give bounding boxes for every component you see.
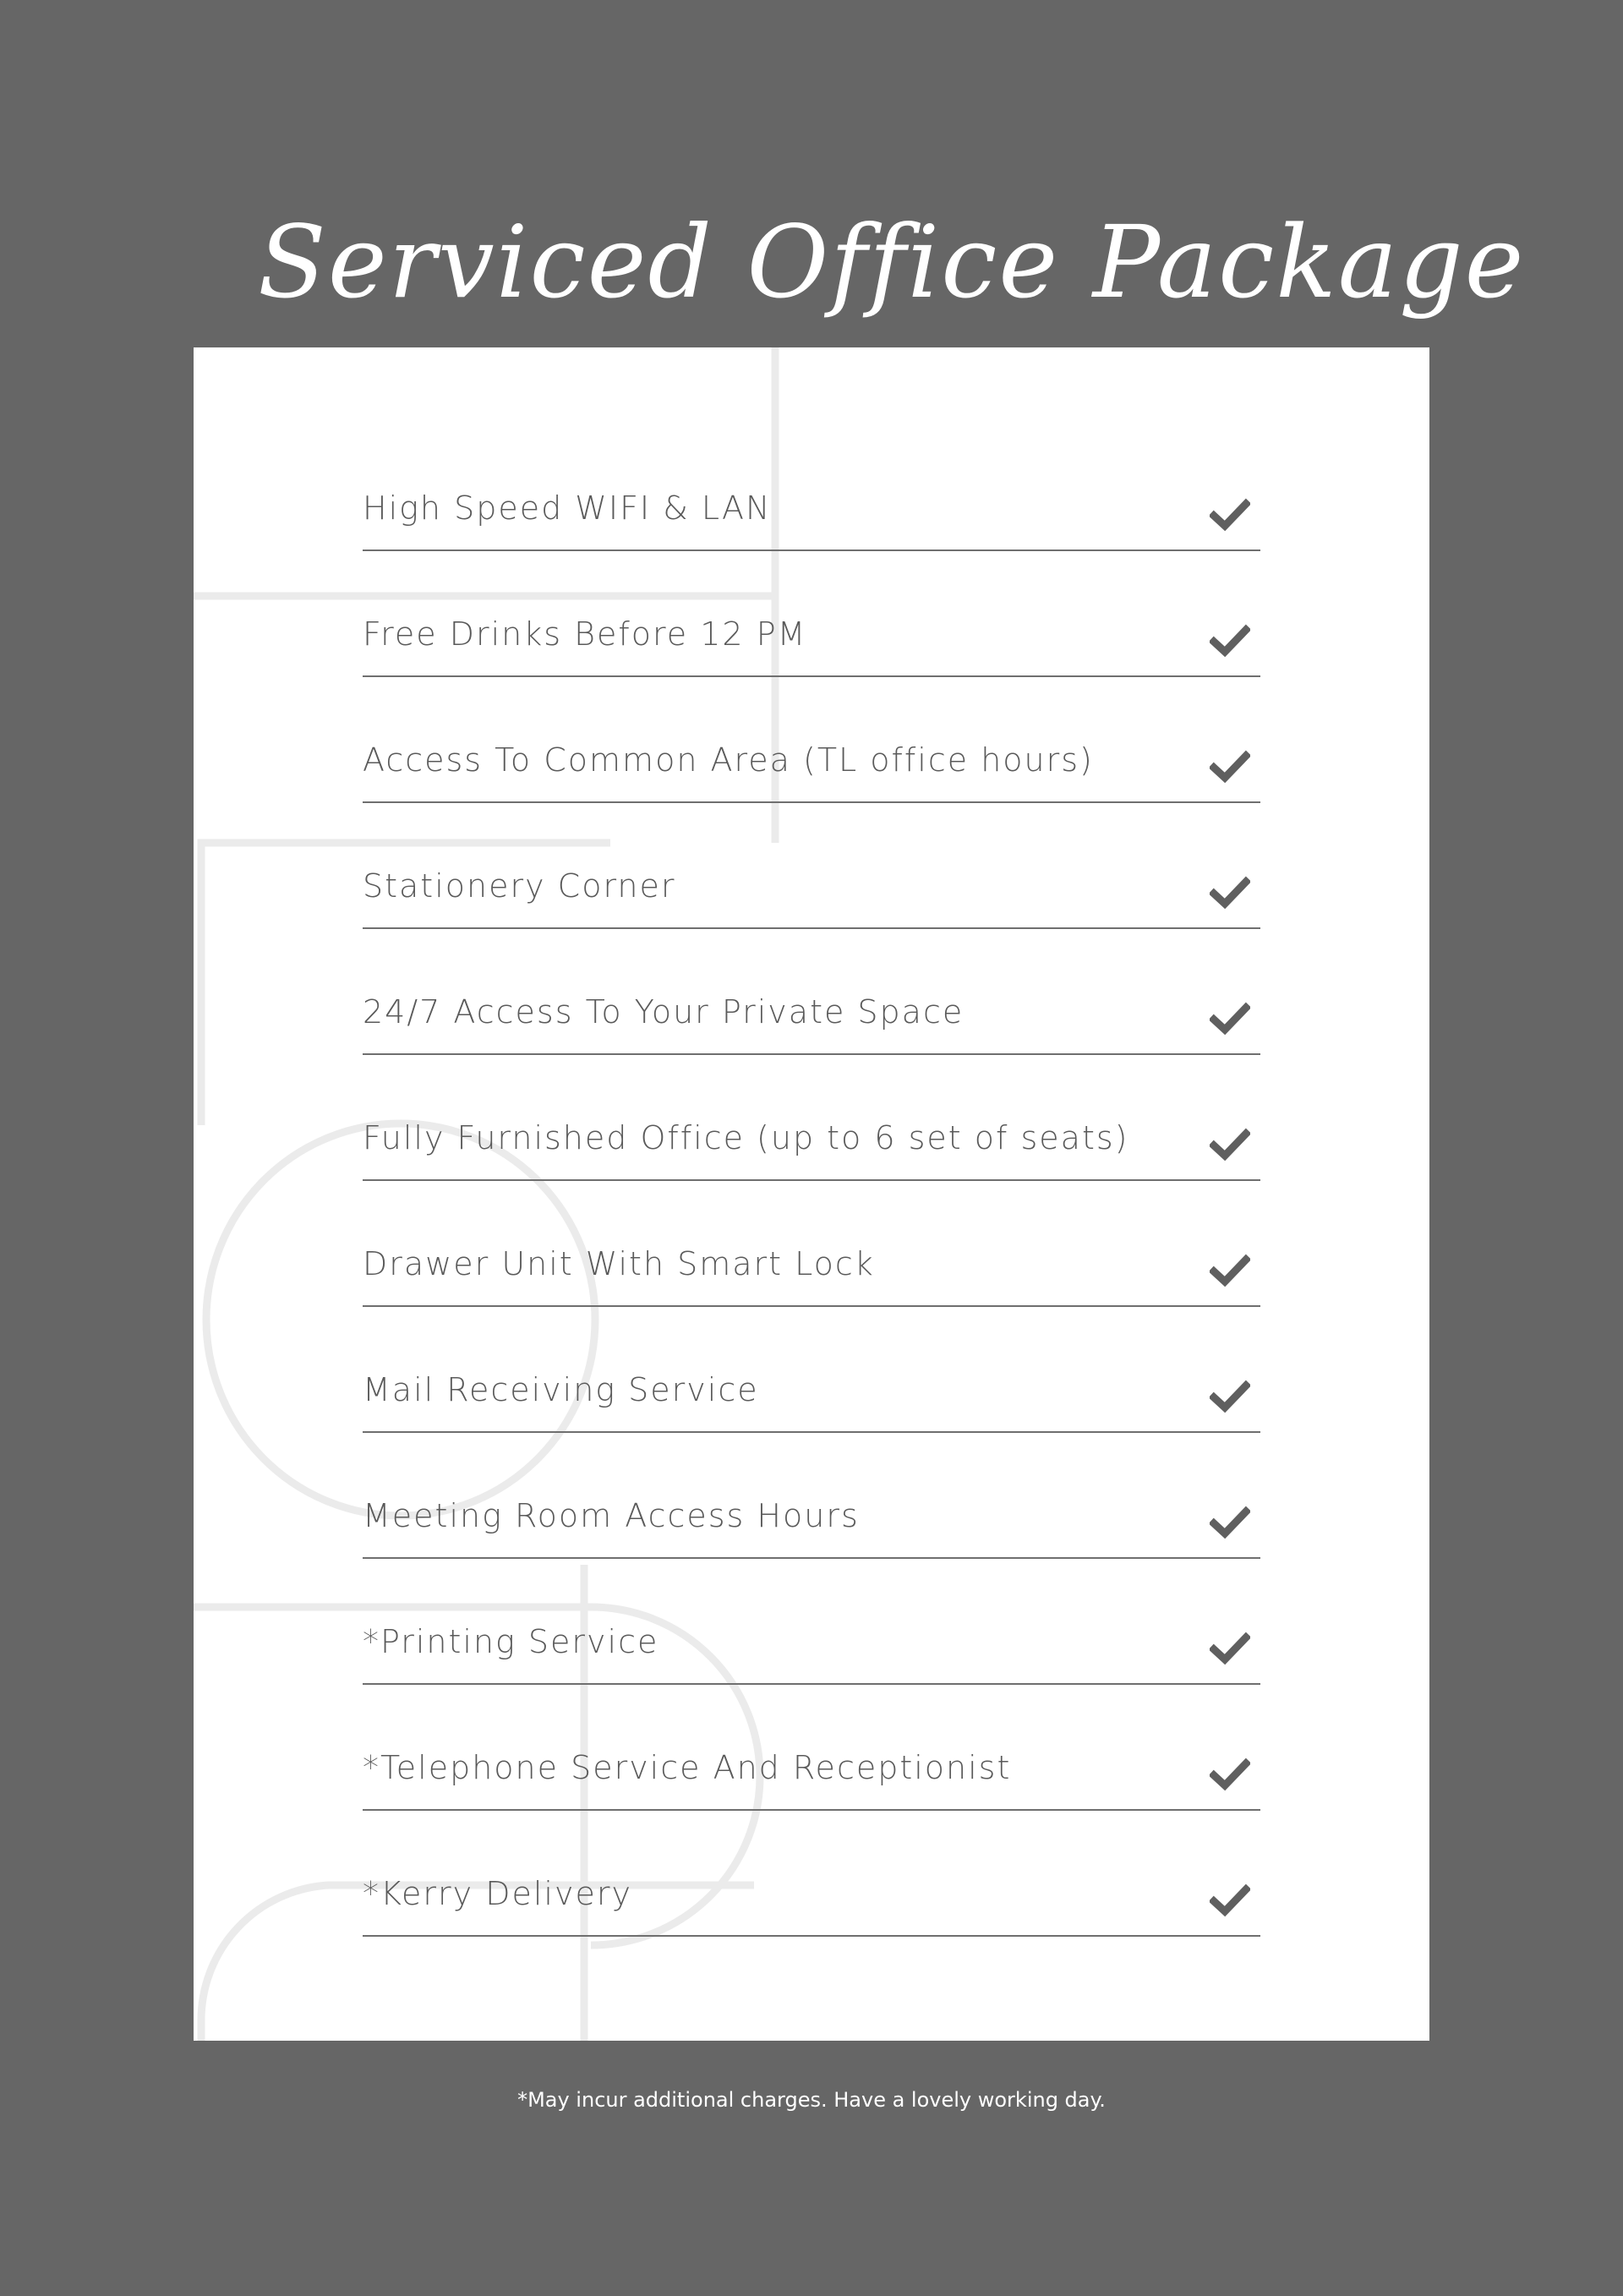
check-icon (1210, 1380, 1250, 1413)
feature-row (363, 844, 1260, 970)
feature-label: Stationery Corner (363, 867, 676, 905)
row-divider (363, 1557, 1260, 1559)
feature-label: *Kerry Delivery (363, 1875, 632, 1912)
check-icon (1210, 1002, 1250, 1036)
check-icon (1210, 1506, 1250, 1539)
row-divider (363, 1809, 1260, 1811)
feature-label: Drawer Unit With Smart Lock (363, 1245, 875, 1282)
feature-label: 24/7 Access To Your Private Space (363, 993, 965, 1030)
feature-row (363, 970, 1260, 1096)
feature-row (363, 1599, 1260, 1725)
row-divider (363, 1305, 1260, 1307)
package-card (194, 347, 1429, 2041)
check-icon (1210, 624, 1250, 658)
feature-row (363, 466, 1260, 592)
row-divider (363, 1179, 1260, 1181)
feature-row (363, 1222, 1260, 1348)
row-divider (363, 1053, 1260, 1055)
feature-label: High Speed WIFI & LAN (363, 489, 772, 527)
feature-row (363, 1851, 1260, 1977)
footnote: *May incur additional charges. Have a lovely working day. (517, 2088, 1106, 2112)
row-divider (363, 549, 1260, 551)
check-icon (1210, 876, 1250, 910)
check-icon (1210, 1632, 1250, 1665)
feature-label: Free Drinks Before 12 PM (363, 615, 807, 653)
feature-label: *Telephone Service And Receptionist (363, 1749, 1012, 1786)
feature-row (363, 592, 1260, 718)
feature-label: *Printing Service (363, 1623, 659, 1660)
feature-label: Fully Furnished Office (up to 6 set of seats) (363, 1119, 1129, 1156)
check-icon (1210, 1883, 1250, 1917)
feature-row (363, 1348, 1260, 1473)
row-divider (363, 675, 1260, 677)
row-divider (363, 1935, 1260, 1937)
check-icon (1210, 1758, 1250, 1791)
feature-list (363, 466, 1260, 1977)
row-divider (363, 1683, 1260, 1685)
feature-row (363, 1096, 1260, 1222)
feature-row (363, 1473, 1260, 1599)
feature-label: Access To Common Area (TL office hours) (363, 741, 1094, 779)
row-divider (363, 927, 1260, 929)
feature-label: Mail Receiving Service (363, 1371, 759, 1408)
check-icon (1210, 1128, 1250, 1162)
check-icon (1210, 750, 1250, 784)
feature-row (363, 1725, 1260, 1851)
feature-label: Meeting Room Access Hours (363, 1497, 860, 1534)
row-divider (363, 1431, 1260, 1433)
row-divider (363, 801, 1260, 803)
feature-row (363, 718, 1260, 844)
check-icon (1210, 498, 1250, 532)
check-icon (1210, 1254, 1250, 1287)
page-title: Serviced Office Package (258, 204, 1526, 320)
